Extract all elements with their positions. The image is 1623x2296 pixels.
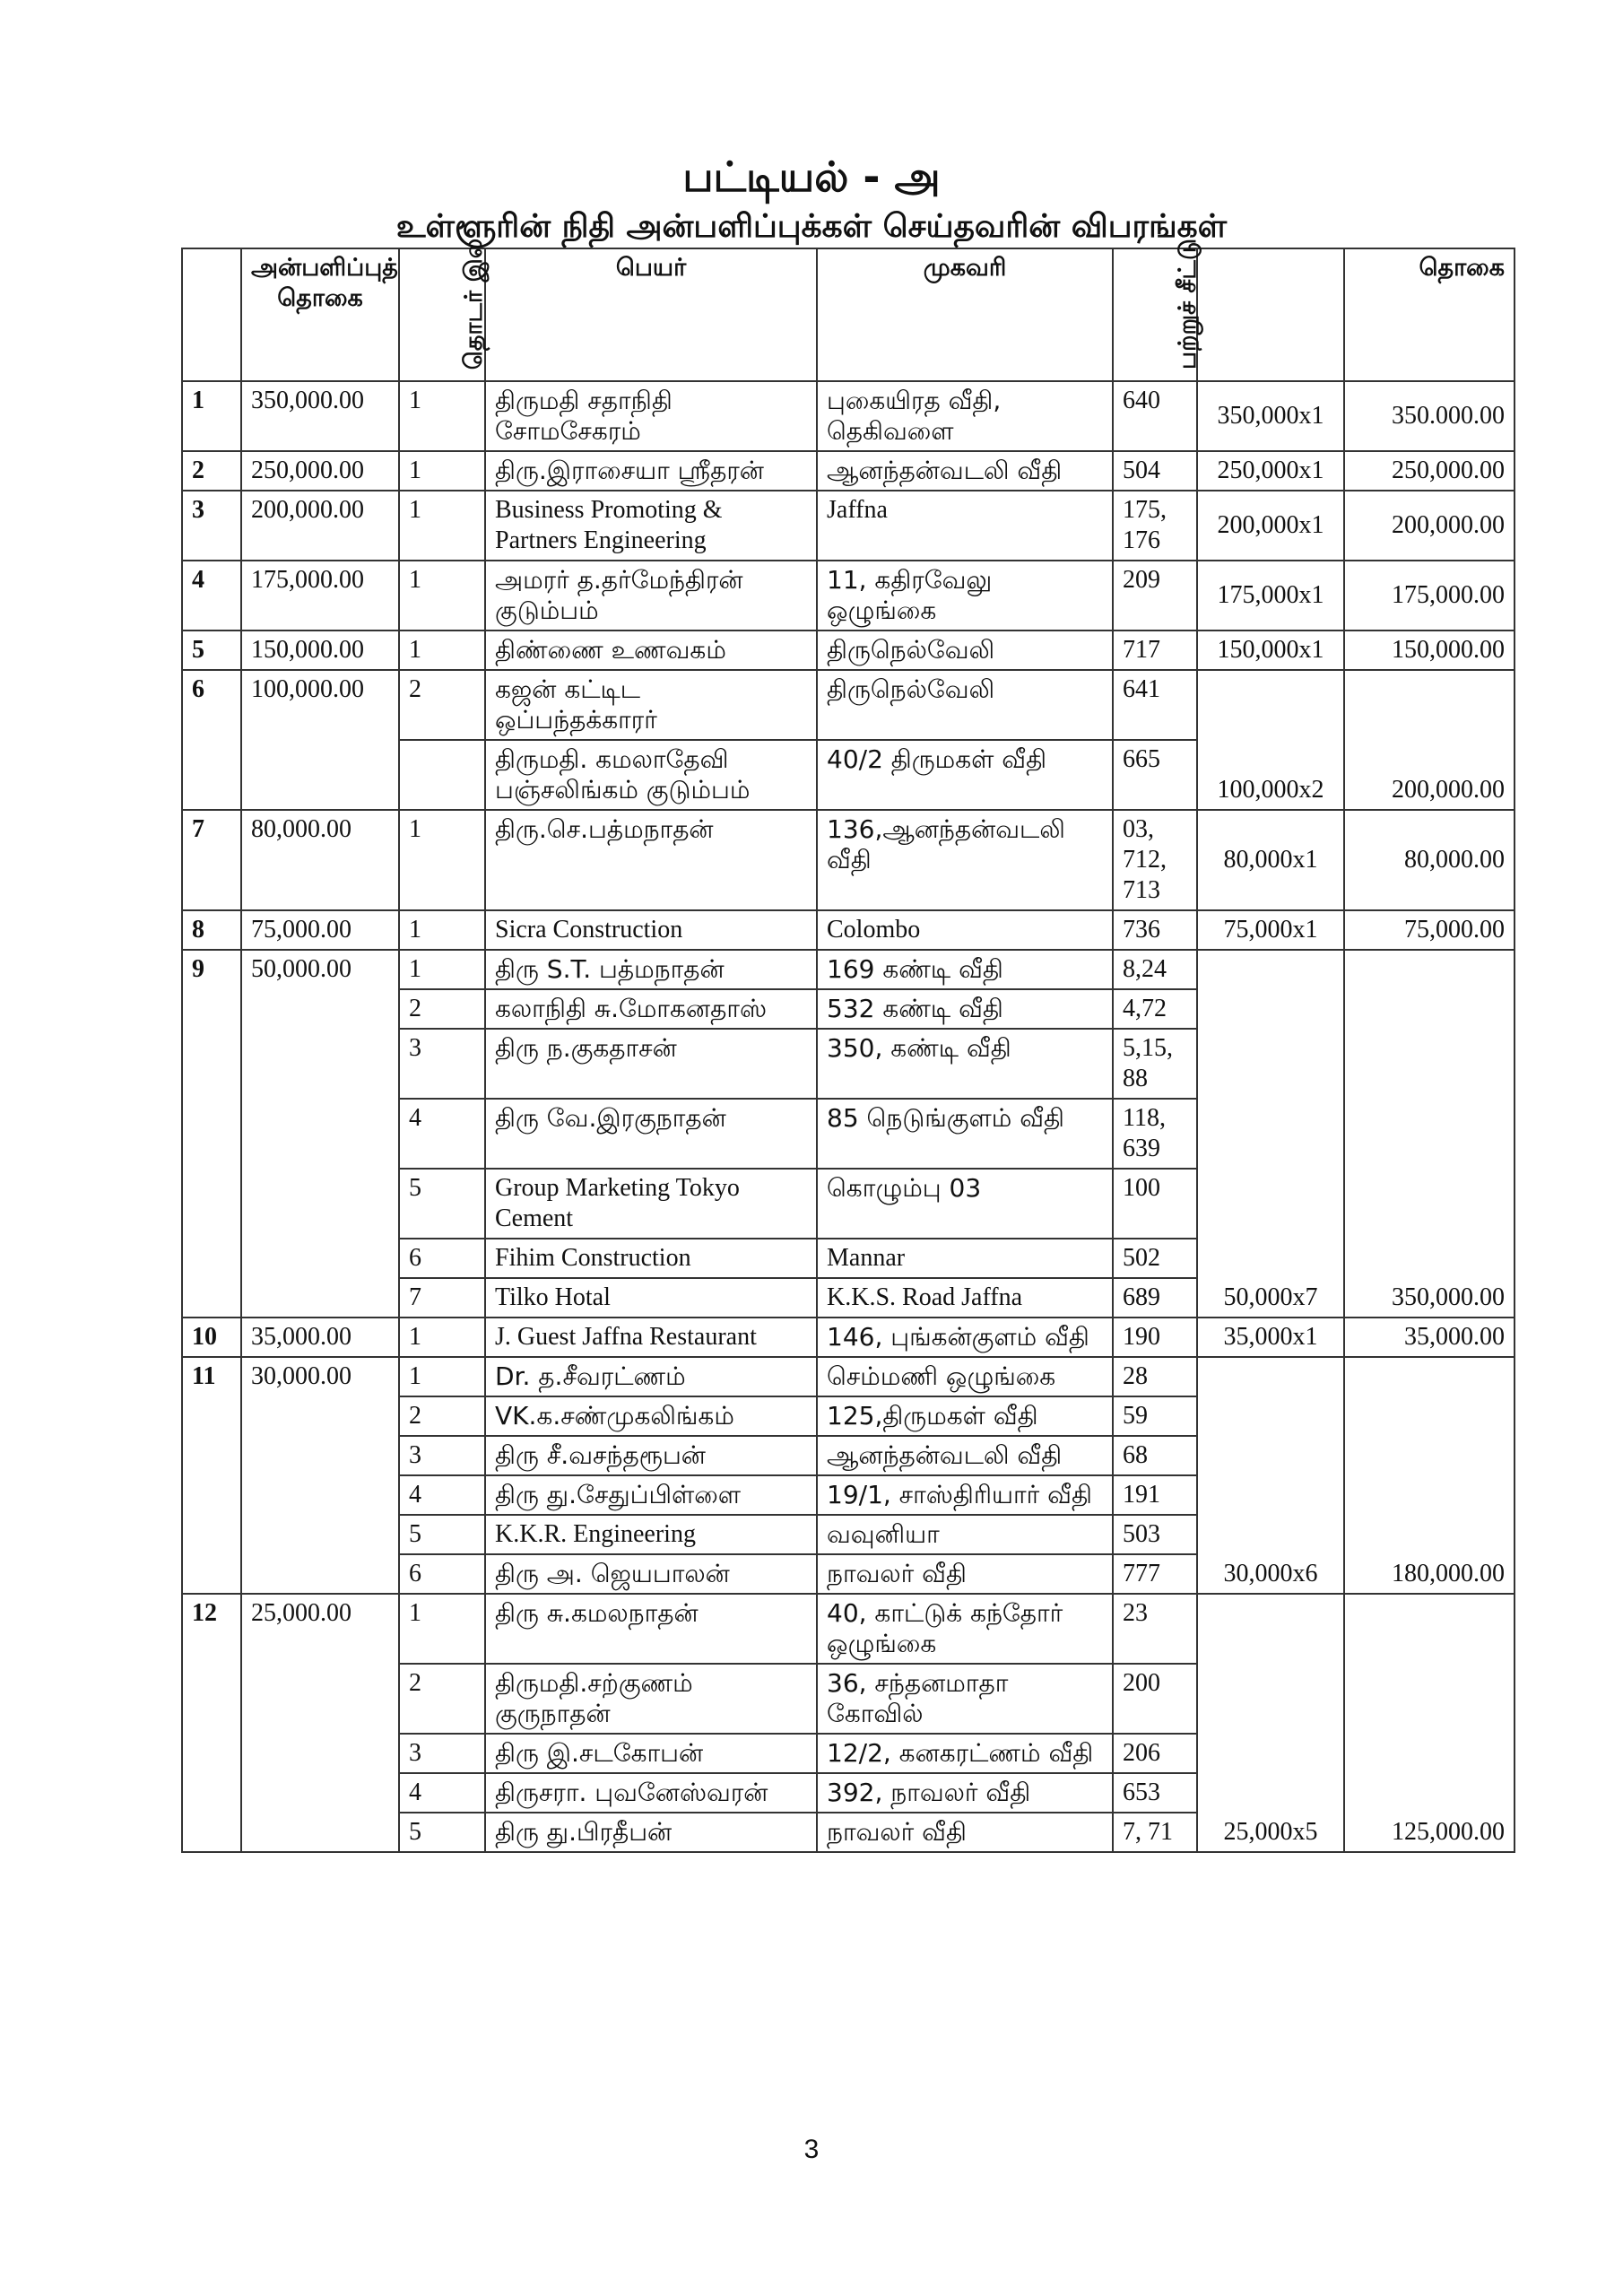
- address-cell: ஆனந்தன்வடலி வீதி: [817, 1436, 1113, 1475]
- receipt-cell: 28: [1113, 1357, 1197, 1396]
- address-cell: 392, நாவலர் வீதி: [817, 1773, 1113, 1813]
- name-cell: Dr. த.சீவரட்ணம்: [485, 1357, 817, 1396]
- name-cell: திரு ந.குகதாசன்: [485, 1029, 817, 1099]
- table-row: [182, 810, 1515, 910]
- group-number-cell: 7: [182, 810, 241, 910]
- seq-cell: 2: [399, 670, 485, 740]
- multiplier-cell: 100,000x2: [1197, 670, 1344, 810]
- seq-cell: 2: [399, 989, 485, 1029]
- name-cell: திரு இ.சடகோபன்: [485, 1734, 817, 1773]
- name-cell: Fihim Construction: [485, 1239, 817, 1278]
- seq-cell: 1: [399, 561, 485, 631]
- name-cell: Group Marketing Tokyo Cement: [485, 1169, 817, 1239]
- header-index: [182, 248, 241, 381]
- multiplier-cell: 250,000x1: [1197, 451, 1344, 491]
- seq-cell: 1: [399, 631, 485, 670]
- name-cell: திரு.இராசையா ஸ்ரீதரன்: [485, 451, 817, 491]
- name-cell: Business Promoting & Partners Engineering: [485, 491, 817, 561]
- address-cell: நாவலர் வீதி: [817, 1813, 1113, 1852]
- receipt-cell: 206: [1113, 1734, 1197, 1773]
- receipt-cell: 5,15, 88: [1113, 1029, 1197, 1099]
- table-body: [182, 381, 1515, 1852]
- name-cell: Tilko Hotal: [485, 1278, 817, 1318]
- name-cell: திருமதி.சற்குணம் குருநாதன்: [485, 1664, 817, 1734]
- name-cell: திண்ணை உணவகம்: [485, 631, 817, 670]
- address-cell: 125,திருமகள் வீதி: [817, 1396, 1113, 1436]
- seq-cell: 1: [399, 950, 485, 989]
- name-cell: அமரர் த.தர்மேந்திரன் குடும்பம்: [485, 561, 817, 631]
- receipt-cell: 23: [1113, 1594, 1197, 1664]
- address-cell: திருநெல்வேலி: [817, 670, 1113, 740]
- receipt-cell: 777: [1113, 1554, 1197, 1594]
- seq-cell: 5: [399, 1813, 485, 1852]
- multiplier-cell: 350,000x1: [1197, 381, 1344, 451]
- seq-cell: 4: [399, 1773, 485, 1813]
- receipt-cell: 200: [1113, 1664, 1197, 1734]
- header-address: முகவரி: [817, 248, 1113, 381]
- group-number-cell: 9: [182, 950, 241, 1318]
- seq-cell: 1: [399, 910, 485, 950]
- seq-cell: 1: [399, 451, 485, 491]
- receipt-cell: 689: [1113, 1278, 1197, 1318]
- address-cell: 12/2, கனகரட்ணம் வீதி: [817, 1734, 1113, 1773]
- address-cell: வவுனியா: [817, 1515, 1113, 1554]
- address-cell: 146, புங்கன்குளம் வீதி: [817, 1318, 1113, 1357]
- receipt-cell: 736: [1113, 910, 1197, 950]
- amount-cell: 75,000.00: [241, 910, 399, 950]
- seq-cell: 3: [399, 1734, 485, 1773]
- group-number-cell: 6: [182, 670, 241, 810]
- seq-cell: 5: [399, 1169, 485, 1239]
- amount-cell: 35,000.00: [241, 1318, 399, 1357]
- address-cell: 19/1, சாஸ்திரியார் வீதி: [817, 1475, 1113, 1515]
- amount-cell: 350,000.00: [241, 381, 399, 451]
- amount-cell: 50,000.00: [241, 950, 399, 1318]
- table-row: [182, 910, 1515, 950]
- receipt-cell: 175, 176: [1113, 491, 1197, 561]
- total-cell: 350,000.00: [1344, 950, 1515, 1318]
- name-cell: திரு து.சேதுப்பிள்ளை: [485, 1475, 817, 1515]
- address-cell: செம்மணி ஒழுங்கை: [817, 1357, 1113, 1396]
- amount-cell: 80,000.00: [241, 810, 399, 910]
- name-cell: திருமதி சதாநிதி சோமசேகரம்: [485, 381, 817, 451]
- page-number: 3: [803, 2135, 820, 2164]
- amount-cell: 150,000.00: [241, 631, 399, 670]
- seq-cell: 3: [399, 1436, 485, 1475]
- name-cell: K.K.R. Engineering: [485, 1515, 817, 1554]
- table-row: [182, 561, 1515, 631]
- header-calc: [1197, 248, 1344, 381]
- multiplier-cell: 50,000x7: [1197, 950, 1344, 1318]
- header-receipt: பற்றுச் சீட்டு: [1113, 248, 1197, 381]
- seq-cell: 1: [399, 491, 485, 561]
- group-number-cell: 3: [182, 491, 241, 561]
- receipt-cell: 191: [1113, 1475, 1197, 1515]
- amount-cell: 200,000.00: [241, 491, 399, 561]
- name-cell: VK.க.சண்முகலிங்கம்: [485, 1396, 817, 1436]
- receipt-cell: 502: [1113, 1239, 1197, 1278]
- seq-cell: 3: [399, 1029, 485, 1099]
- total-cell: 35,000.00: [1344, 1318, 1515, 1357]
- seq-cell: 1: [399, 1594, 485, 1664]
- group-number-cell: 5: [182, 631, 241, 670]
- name-cell: திரு வே.இரகுநாதன்: [485, 1099, 817, 1169]
- name-cell: J. Guest Jaffna Restaurant: [485, 1318, 817, 1357]
- table-row: [182, 1318, 1515, 1357]
- seq-cell: 4: [399, 1099, 485, 1169]
- receipt-cell: 7, 71: [1113, 1813, 1197, 1852]
- table-row: [182, 950, 1515, 989]
- address-cell: Colombo: [817, 910, 1113, 950]
- table-row: [182, 1357, 1515, 1396]
- receipt-cell: 640: [1113, 381, 1197, 451]
- table-header-row: [182, 248, 1515, 381]
- address-cell: கொழும்பு 03: [817, 1169, 1113, 1239]
- table-row: [182, 451, 1515, 491]
- amount-cell: 175,000.00: [241, 561, 399, 631]
- total-cell: 200,000.00: [1344, 491, 1515, 561]
- table-row: [182, 381, 1515, 451]
- total-cell: 75,000.00: [1344, 910, 1515, 950]
- seq-cell: 2: [399, 1396, 485, 1436]
- address-cell: 11, கதிரவேலு ஒழுங்கை: [817, 561, 1113, 631]
- address-cell: 532 கண்டி வீதி: [817, 989, 1113, 1029]
- address-cell: நாவலர் வீதி: [817, 1554, 1113, 1594]
- page-title: பட்டியல் - அ: [682, 152, 941, 201]
- group-number-cell: 12: [182, 1594, 241, 1852]
- seq-cell: 1: [399, 381, 485, 451]
- table-row: [182, 670, 1515, 740]
- receipt-cell: 118, 639: [1113, 1099, 1197, 1169]
- table-row: [182, 491, 1515, 561]
- multiplier-cell: 80,000x1: [1197, 810, 1344, 910]
- receipt-cell: 68: [1113, 1436, 1197, 1475]
- total-cell: 180,000.00: [1344, 1357, 1515, 1594]
- receipt-cell: 717: [1113, 631, 1197, 670]
- name-cell: திருசரா. புவனேஸ்வரன்: [485, 1773, 817, 1813]
- amount-cell: 100,000.00: [241, 670, 399, 810]
- name-cell: கஜன் கட்டிட ஒப்பந்தக்காரர்: [485, 670, 817, 740]
- total-cell: 250,000.00: [1344, 451, 1515, 491]
- total-cell: 175,000.00: [1344, 561, 1515, 631]
- group-number-cell: 8: [182, 910, 241, 950]
- receipt-cell: 190: [1113, 1318, 1197, 1357]
- receipt-cell: 100: [1113, 1169, 1197, 1239]
- seq-cell: [399, 740, 485, 810]
- address-cell: 85 நெடுங்குளம் வீதி: [817, 1099, 1113, 1169]
- seq-cell: 1: [399, 810, 485, 910]
- receipt-cell: 209: [1113, 561, 1197, 631]
- seq-cell: 1: [399, 1318, 485, 1357]
- name-cell: Sicra Construction: [485, 910, 817, 950]
- name-cell: திரு சீ.வசந்தரூபன்: [485, 1436, 817, 1475]
- page-subtitle: உள்ளூரின் நிதி அன்பளிப்புக்கள் செய்தவரின் விபரங்கள்: [395, 208, 1228, 245]
- total-cell: 200,000.00: [1344, 670, 1515, 810]
- address-cell: 40/2 திருமகள் வீதி: [817, 740, 1113, 810]
- address-cell: K.K.S. Road Jaffna: [817, 1278, 1113, 1318]
- seq-cell: 1: [399, 1357, 485, 1396]
- seq-cell: 5: [399, 1515, 485, 1554]
- name-cell: திரு.செ.பத்மநாதன்: [485, 810, 817, 910]
- address-cell: புகையிரத வீதி, தெகிவளை: [817, 381, 1113, 451]
- header-amount: அன்பளிப்புத் தொகை: [241, 248, 399, 381]
- address-cell: Jaffna: [817, 491, 1113, 561]
- name-cell: திரு S.T. பத்மநாதன்: [485, 950, 817, 989]
- multiplier-cell: 35,000x1: [1197, 1318, 1344, 1357]
- group-number-cell: 10: [182, 1318, 241, 1357]
- seq-cell: 7: [399, 1278, 485, 1318]
- name-cell: கலாநிதி சு.மோகனதாஸ்: [485, 989, 817, 1029]
- multiplier-cell: 75,000x1: [1197, 910, 1344, 950]
- amount-cell: 30,000.00: [241, 1357, 399, 1594]
- header-seq: தொடர் இல: [399, 248, 485, 381]
- address-cell: ஆனந்தன்வடலி வீதி: [817, 451, 1113, 491]
- receipt-cell: 59: [1113, 1396, 1197, 1436]
- receipt-cell: 4,72: [1113, 989, 1197, 1029]
- table-row: [182, 631, 1515, 670]
- total-cell: 80,000.00: [1344, 810, 1515, 910]
- table-row: [182, 1594, 1515, 1664]
- header-total: தொகை: [1344, 248, 1515, 381]
- seq-cell: 6: [399, 1239, 485, 1278]
- multiplier-cell: 25,000x5: [1197, 1594, 1344, 1852]
- receipt-cell: 641: [1113, 670, 1197, 740]
- multiplier-cell: 200,000x1: [1197, 491, 1344, 561]
- header-name: பெயர்: [485, 248, 817, 381]
- name-cell: திரு சு.கமலநாதன்: [485, 1594, 817, 1664]
- multiplier-cell: 150,000x1: [1197, 631, 1344, 670]
- name-cell: திருமதி. கமலாதேவி பஞ்சலிங்கம் குடும்பம்: [485, 740, 817, 810]
- group-number-cell: 1: [182, 381, 241, 451]
- address-cell: 136,ஆனந்தன்வடலி வீதி: [817, 810, 1113, 910]
- total-cell: 350.000.00: [1344, 381, 1515, 451]
- receipt-cell: 03, 712, 713: [1113, 810, 1197, 910]
- seq-cell: 2: [399, 1664, 485, 1734]
- seq-cell: 4: [399, 1475, 485, 1515]
- address-cell: 169 கண்டி வீதி: [817, 950, 1113, 989]
- total-cell: 125,000.00: [1344, 1594, 1515, 1852]
- seq-cell: 6: [399, 1554, 485, 1594]
- multiplier-cell: 175,000x1: [1197, 561, 1344, 631]
- group-number-cell: 2: [182, 451, 241, 491]
- address-cell: திருநெல்வேலி: [817, 631, 1113, 670]
- amount-cell: 250,000.00: [241, 451, 399, 491]
- group-number-cell: 11: [182, 1357, 241, 1594]
- receipt-cell: 504: [1113, 451, 1197, 491]
- receipt-cell: 8,24: [1113, 950, 1197, 989]
- address-cell: 40, காட்டுக் கந்தோர் ஒழுங்கை: [817, 1594, 1113, 1664]
- amount-cell: 25,000.00: [241, 1594, 399, 1852]
- receipt-cell: 665: [1113, 740, 1197, 810]
- donations-table: [181, 238, 1515, 1853]
- address-cell: 36, சந்தனமாதா கோவில்: [817, 1664, 1113, 1734]
- name-cell: திரு அ. ஜெயபாலன்: [485, 1554, 817, 1594]
- receipt-cell: 503: [1113, 1515, 1197, 1554]
- name-cell: திரு து.பிரதீபன்: [485, 1813, 817, 1852]
- address-cell: 350, கண்டி வீதி: [817, 1029, 1113, 1099]
- total-cell: 150,000.00: [1344, 631, 1515, 670]
- receipt-cell: 653: [1113, 1773, 1197, 1813]
- address-cell: Mannar: [817, 1239, 1113, 1278]
- group-number-cell: 4: [182, 561, 241, 631]
- multiplier-cell: 30,000x6: [1197, 1357, 1344, 1594]
